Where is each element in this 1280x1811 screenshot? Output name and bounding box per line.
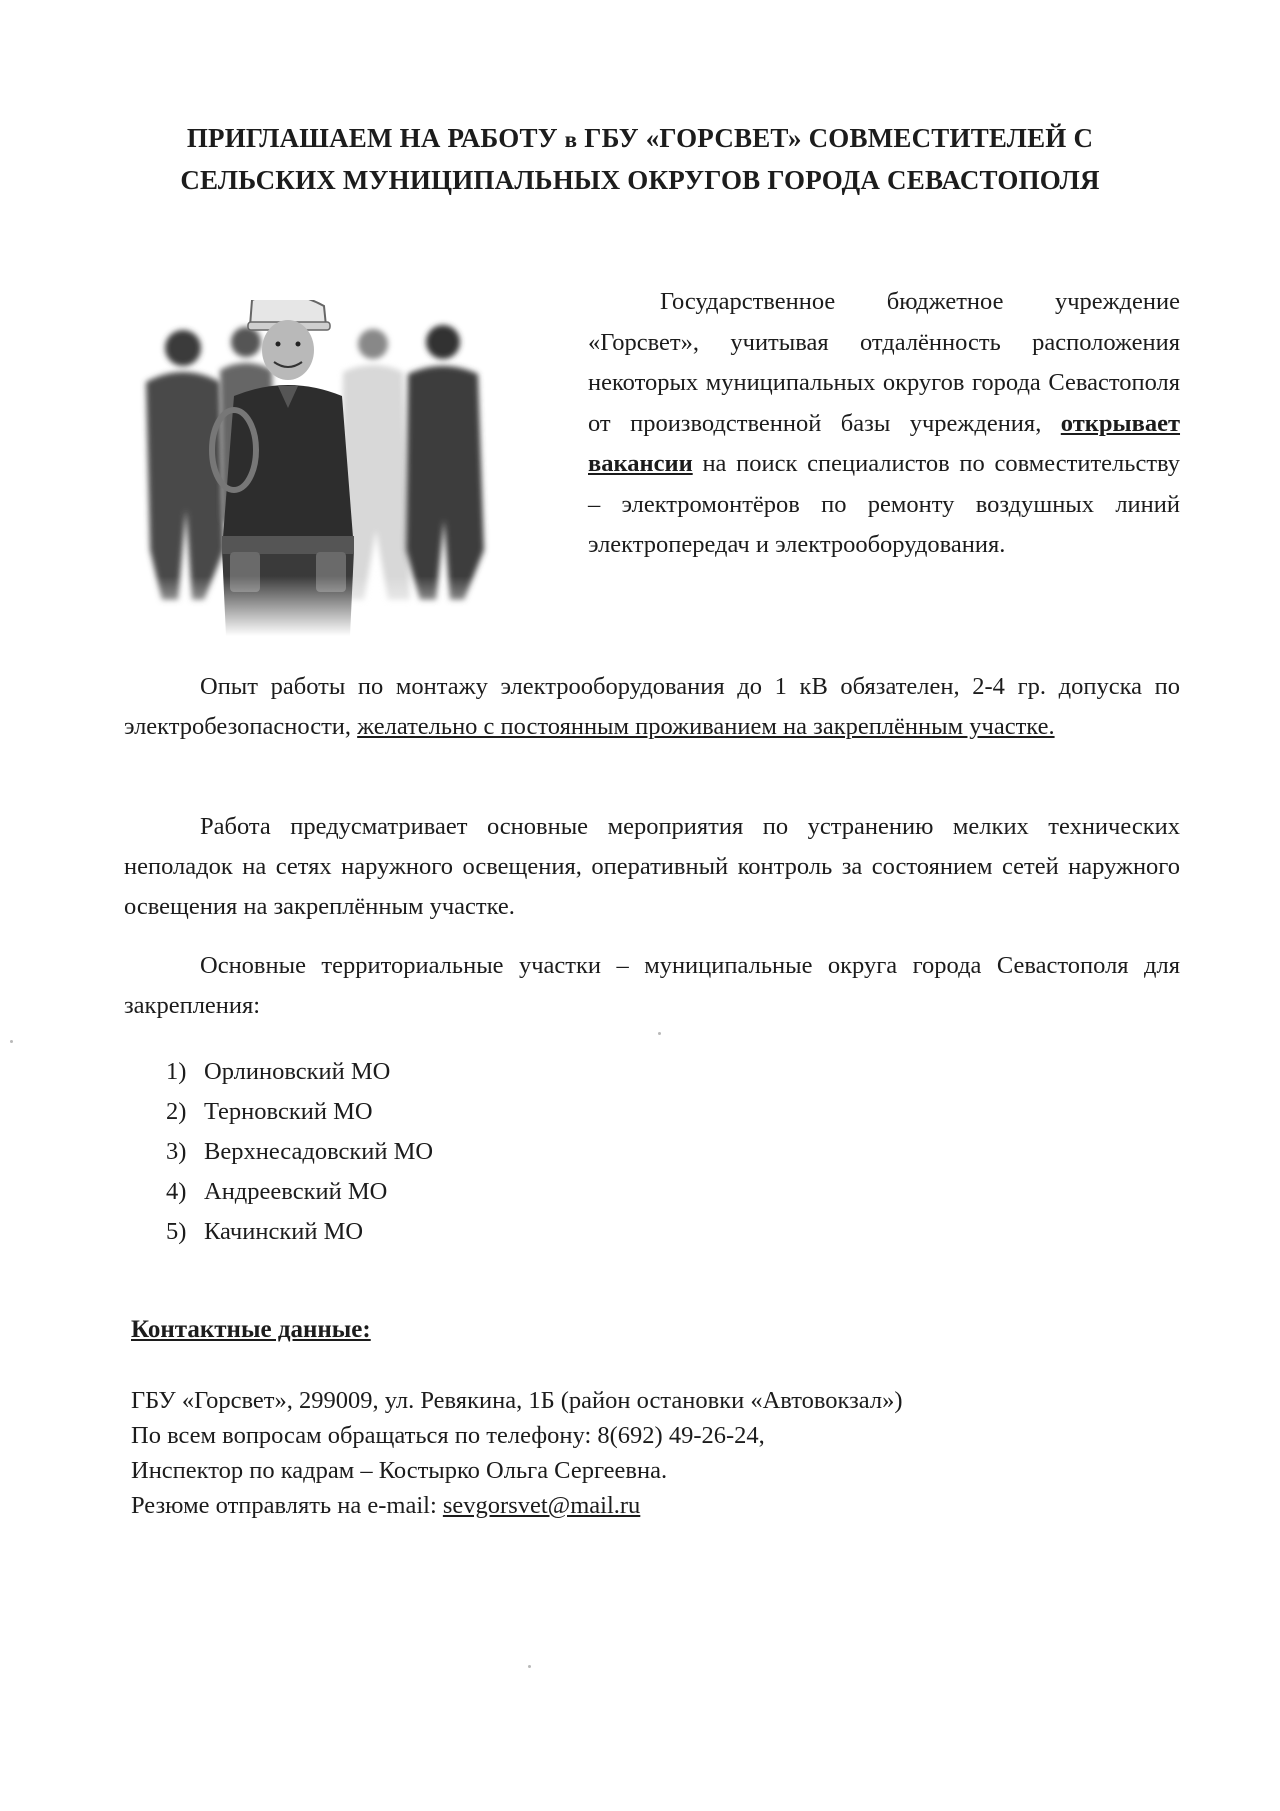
intro-paragraph — [588, 282, 1180, 566]
contacts-block — [131, 1383, 903, 1523]
list-item-name: Андреевский МО — [204, 1178, 388, 1205]
scan-speck — [658, 1032, 661, 1035]
title-part-2: ГБУ «ГОРСВЕТ» СОВМЕСТИТЕЛЕЙ С — [577, 123, 1094, 153]
contact-address: ГБУ «Горсвет», 299009, ул. Ревякина, 1Б (район остановки «Автовокзал») — [131, 1387, 903, 1414]
list-item-number: 2) — [166, 1098, 187, 1125]
intro-text — [588, 282, 1180, 566]
contact-phone: По всем вопросам обращаться по телефону: 8(692) 49-26-24, — [131, 1422, 765, 1449]
title-line-1 — [100, 118, 1180, 160]
intro-text-before: Государственное бюджетное учреждение «Горсвет», учитывая отдалённость расположения некоторых муниципальных округов города Севастополя от производственной базы учреждения, — [588, 288, 1180, 437]
blurred-figure-4 — [406, 325, 484, 600]
resume-label: Резюме отправлять на e-mail: — [131, 1492, 437, 1519]
requirements-paragraph — [124, 667, 1180, 747]
list-item-number: 4) — [166, 1178, 187, 1205]
list-item — [166, 1092, 433, 1132]
list-item — [166, 1052, 433, 1092]
list-item-name: Качинский МО — [204, 1218, 364, 1245]
title-part-1: ПРИГЛАШАЕМ НА РАБОТУ — [186, 123, 565, 153]
contact-inspector: Инспектор по кадрам – Костырко Ольга Сергеевна. — [131, 1457, 668, 1484]
districts-list — [166, 1052, 433, 1252]
list-item — [166, 1212, 433, 1252]
requirements-underlined: желательно с постоянным проживанием на закреплённым участке. — [357, 713, 1055, 740]
list-item-name: Терновский МО — [204, 1098, 373, 1125]
districts-intro: Основные территориальные участки – муниципальные округа города Севастополя для закрепления: — [124, 952, 1180, 1019]
scan-speck — [10, 1040, 13, 1043]
list-item-number: 5) — [166, 1218, 187, 1245]
contacts-heading: Контактные данные: — [131, 1316, 371, 1343]
list-item-name: Орлиновский МО — [204, 1058, 391, 1085]
list-item-number: 3) — [166, 1138, 187, 1165]
page-title — [100, 118, 1180, 200]
vacancies-highlight: открывает вакансии — [588, 409, 1181, 477]
contact-resume — [131, 1488, 903, 1523]
requirements-text: Опыт работы по монтажу электрооборудования до 1 кВ обязателен, 2-4 гр. допуска по электробезопасности, — [124, 673, 1180, 740]
intro-text-after: на поиск специалистов по совместительству – электромонтёров по ремонту воздушных линий электропередач и электрооборудования. — [588, 450, 1181, 558]
workers-group-photo — [138, 300, 568, 636]
list-item-name: Верхнесадовский МО — [204, 1138, 434, 1165]
scan-speck — [528, 1665, 531, 1668]
list-item-number: 1) — [166, 1058, 187, 1085]
list-item — [166, 1132, 433, 1172]
email-link[interactable]: sevgorsvet@mail.ru — [442, 1492, 641, 1519]
title-line-2: СЕЛЬСКИХ МУНИЦИПАЛЬНЫХ ОКРУГОВ ГОРОДА СЕВАСТОПОЛЯ — [180, 165, 1100, 195]
list-item — [166, 1172, 433, 1212]
title-small-word: в — [564, 127, 578, 152]
duties-paragraph: Работа предусматривает основные мероприятия по устранению мелких технических неполадок на сетях наружного освещения, оперативный контроль за состоянием сетей наружного освещения на закреплённым участке. — [124, 813, 1180, 920]
